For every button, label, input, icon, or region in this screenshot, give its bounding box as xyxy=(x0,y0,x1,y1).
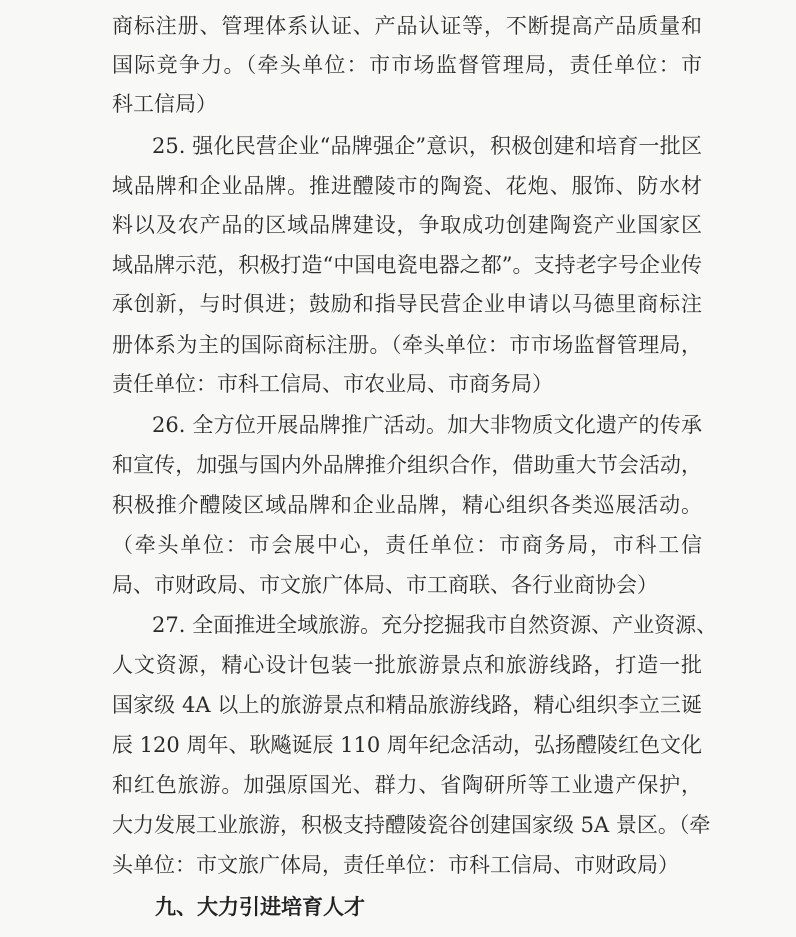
paragraph-26-first-line: 26. 全方位开展品牌推广活动。加大非物质文化遗产的传承 xyxy=(152,413,702,437)
text-line: 册体系为主的国际商标注册。（牵头单位：市市场监督管理局， xyxy=(112,333,702,357)
text-line: 头单位：市文旅广体局，责任单位：市科工信局、市财政局） xyxy=(112,853,679,877)
text-line: 积极推介醴陵区域品牌和企业品牌，精心组织各类巡展活动。 xyxy=(112,493,702,517)
text-line: 局、市财政局、市文旅广体局、市工商联、各行业商协会） xyxy=(112,573,658,597)
text-line: 大力发展工业旅游，积极支持醴陵瓷谷创建国家级 5A 景区。（牵 xyxy=(112,813,711,837)
text-line: 辰 120 周年、耿飚诞辰 110 周年纪念活动，弘扬醴陵红色文化 xyxy=(112,733,702,757)
text-line: 科工信局） xyxy=(112,92,217,116)
text-line: 承创新，与时俱进；鼓励和指导民营企业申请以马德里商标注 xyxy=(112,292,702,316)
text-line: 国际竞争力。（牵头单位：市市场监督管理局，责任单位：市 xyxy=(112,53,702,77)
paragraph-25-first-line: 25. 强化民营企业“品牌强企”意识，积极创建和培育一批区 xyxy=(152,134,702,158)
text-line: 和红色旅游。加强原国光、群力、省陶研所等工业遗产保护， xyxy=(112,773,702,797)
text-line: 域品牌示范，积极打造“中国电瓷电器之都”。支持老字号企业传 xyxy=(112,253,702,277)
text-line: 和宣传，加强与国内外品牌推介组织合作，借助重大节会活动， xyxy=(112,453,702,477)
text-line: 商标注册、管理体系认证、产品认证等，不断提高产品质量和 xyxy=(112,14,702,38)
text-line: 国家级 4A 以上的旅游景点和精品旅游线路，精心组织李立三诞 xyxy=(112,693,702,717)
section-heading: 九、大力引进培育人才 xyxy=(155,895,365,919)
text-line: 域品牌和企业品牌。推进醴陵市的陶瓷、花炮、服饰、防水材 xyxy=(112,174,702,198)
text-line: 人文资源，精心设计包装一批旅游景点和旅游线路，打造一批 xyxy=(112,653,702,677)
paragraph-27-first-line: 27. 全面推进全域旅游。充分挖掘我市自然资源、产业资源、 xyxy=(152,613,718,637)
text-line: （牵头单位：市会展中心，责任单位：市商务局，市科工信 xyxy=(112,533,702,557)
text-line: 料以及农产品的区域品牌建设，争取成功创建陶瓷产业国家区 xyxy=(112,213,702,237)
text-line: 责任单位：市科工信局、市农业局、市商务局） xyxy=(112,372,553,396)
